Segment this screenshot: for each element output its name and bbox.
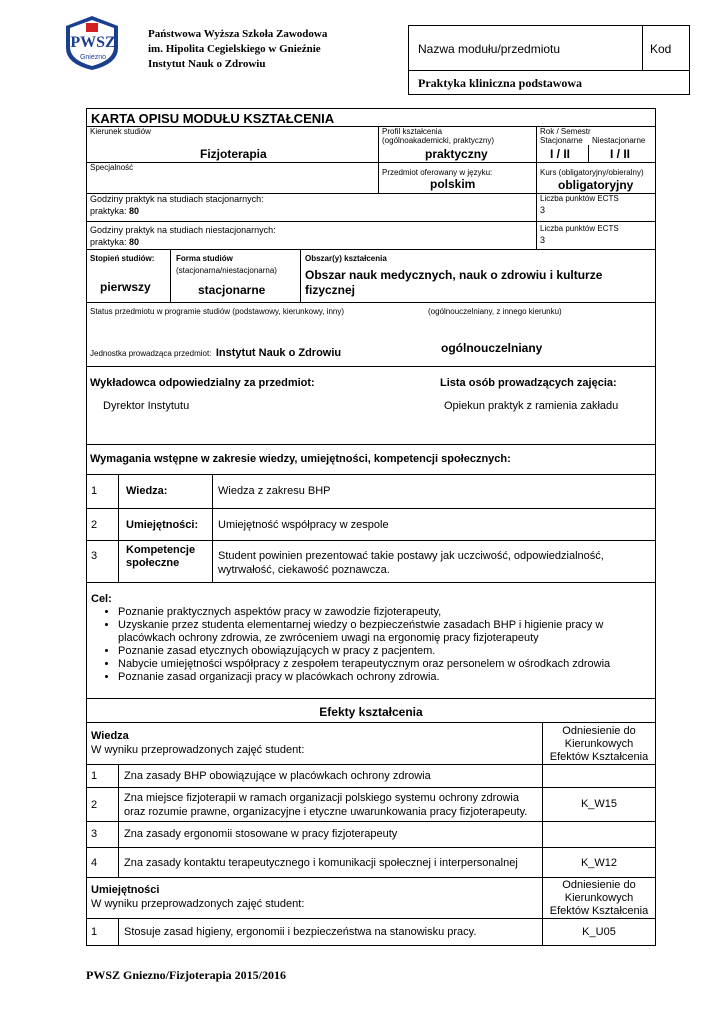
wykladowca-label: Wykładowca odpowiedzialny za przedmiot: bbox=[90, 377, 315, 389]
godz-niestac-value: 80 bbox=[129, 237, 140, 247]
wiedza-odniesienie: Odniesienie do Kierunkowych Efektów Kształcenia bbox=[549, 725, 649, 763]
code-label: Kod bbox=[650, 42, 672, 56]
req-3-text: Student powinien prezentować takie postawy jak uczciwość, odpowiedzialność, wytrwałość, ciekawość poznawcza. bbox=[218, 550, 604, 576]
ects-2-label: Liczba punktów ECTS bbox=[540, 224, 619, 233]
wiedza-4-ref: K_W12 bbox=[580, 857, 618, 869]
ects-2-value: 3 bbox=[540, 235, 546, 245]
cel-item: • Poznanie zasad etycznych obowiązujących w pracy z pacjentem. bbox=[118, 645, 658, 658]
wiedza-4-text: Zna zasady kontaktu terapeutycznego i komunikacji społecznej i interpersonalnej bbox=[124, 857, 518, 869]
godz-niestac-label: Godziny praktyk na studiach niestacjonarnych: bbox=[90, 225, 276, 235]
godz-niestac-line bbox=[90, 237, 139, 247]
wiedza-sub: W wyniku przeprowadzonych zajęć student: bbox=[91, 744, 305, 756]
stacjonarne-label: Stacjonarne bbox=[540, 136, 583, 145]
profil-value: praktyczny bbox=[425, 147, 488, 161]
godz-stac-prefix: praktyka: bbox=[90, 206, 127, 216]
wiedza-label: Wiedza bbox=[91, 730, 129, 742]
niestacjonarne-value: I / II bbox=[610, 147, 631, 161]
cel-item: • Poznanie zasad organizacji pracy w placówkach ochrony zdrowia. bbox=[118, 671, 658, 684]
page-footer: PWSZ Gniezno/Fizjoterapia 2015/2016 bbox=[86, 968, 286, 982]
req-1-num: 1 bbox=[91, 485, 98, 497]
wiedza-4-num: 4 bbox=[91, 857, 98, 869]
logo-text: PWSZ bbox=[70, 34, 116, 51]
req-2-label: Umiejętności: bbox=[126, 519, 199, 531]
req-1-text: Wiedza z zakresu BHP bbox=[218, 485, 331, 497]
umiej-sub: W wyniku przeprowadzonych zajęć student: bbox=[91, 898, 305, 910]
req-2-text: Umiejętność współpracy w zespole bbox=[218, 519, 389, 531]
umiej-1-ref: K_U05 bbox=[582, 926, 616, 938]
jednostka-line bbox=[90, 343, 341, 361]
efekty-title: Efekty kształcenia bbox=[319, 705, 423, 719]
umiej-1-text: Stosuje zasad higieny, ergonomii i bezpieczeństwa na stanowisku pracy. bbox=[124, 926, 477, 938]
logo bbox=[60, 14, 124, 72]
godz-niestac-prefix: praktyka: bbox=[90, 237, 127, 247]
cel-label: Cel: bbox=[91, 593, 112, 605]
wiedza-2-text: Zna miejsce fizjoterapii w ramach organizacji polskiego systemu ochrony zdrowia oraz rozumie prawne, organizacyjne i etyczne uwarunkowania pracy fizjoterapeuty. bbox=[124, 792, 528, 818]
forma-label: Forma studiów bbox=[176, 254, 233, 263]
institution-line-3: Instytut Nauk o Zdrowiu bbox=[148, 58, 266, 70]
institution-name bbox=[148, 27, 327, 72]
kurs-value: obligatoryjny bbox=[558, 178, 634, 192]
godz-stac-label: Godziny praktyk na studiach stacjonarnych: bbox=[90, 194, 264, 204]
wiedza-3-num: 3 bbox=[91, 828, 98, 840]
cel-item: • Nabycie umiejętności współpracy z zespołem terapeutycznym oraz personelem w ośrodkach zdrowia bbox=[118, 658, 658, 671]
umiej-odniesienie: Odniesienie do Kierunkowych Efektów Kształcenia bbox=[549, 879, 649, 917]
stopien-value: pierwszy bbox=[100, 280, 151, 294]
wiedza-1-text: Zna zasady BHP obowiązujące w placówkach ochrony zdrowia bbox=[124, 770, 431, 782]
niestacjonarne-label: Niestacjonarne bbox=[592, 136, 646, 145]
ects-1-value: 3 bbox=[540, 205, 546, 215]
req-2-num: 2 bbox=[91, 519, 98, 531]
stacjonarne-value: I / II bbox=[550, 147, 571, 161]
godz-stac-value: 80 bbox=[129, 206, 140, 216]
institution-line-2: im. Hipolita Cegielskiego w Gnieźnie bbox=[148, 43, 321, 55]
status-label: Status przedmiotu w programie studiów (podstawowy, kierunkowy, inny) bbox=[90, 307, 345, 316]
kierunek-value: Fizjoterapia bbox=[200, 147, 267, 161]
wiedza-2-num: 2 bbox=[91, 799, 98, 811]
obszar-label: Obszar(y) kształcenia bbox=[305, 254, 387, 263]
godz-stac-line bbox=[90, 206, 139, 216]
req-3-num: 3 bbox=[91, 550, 98, 562]
logo-subtext: Gniezno bbox=[79, 54, 107, 61]
cel-list bbox=[78, 606, 658, 684]
rok-label: Rok / Semestr bbox=[540, 127, 591, 136]
wiedza-1-num: 1 bbox=[91, 770, 98, 782]
stopien-label: Stopień studiów: bbox=[90, 254, 155, 263]
req-3-label: Kompetencje społeczne bbox=[126, 544, 196, 569]
jednostka-value: Instytut Nauk o Zdrowiu bbox=[215, 347, 342, 359]
forma-sub: (stacjonarna/niestacjonarna) bbox=[176, 266, 277, 275]
wykladowca-value: Dyrektor Instytutu bbox=[103, 400, 190, 412]
module-name-label: Nazwa modułu/przedmiotu bbox=[418, 42, 561, 56]
profil-label-line-2: (ogólnoakademicki, praktyczny) bbox=[382, 136, 495, 145]
status-label-2: (ogólnouczelniany, z innego kierunku) bbox=[428, 307, 562, 316]
lista-value: Opiekun praktyk z ramienia zakładu bbox=[444, 400, 619, 412]
req-1-label: Wiedza: bbox=[126, 485, 168, 497]
forma-value: stacjonarne bbox=[198, 283, 266, 297]
cel-item: • Uzyskanie przez studenta elementarnej wiedzy o bezpieczeństwie zasadach BHP i higienie pracy w placówkach ochrony zdrowia, ze zwróceniem uwagi na ergonomię pracy fizjoterapeuty bbox=[118, 619, 658, 645]
umiej-1-num: 1 bbox=[91, 926, 98, 938]
ogolno-value: ogólnouczelniany bbox=[441, 341, 543, 355]
profil-label bbox=[382, 127, 494, 145]
jednostka-label: Jednostka prowadząca przedmiot: bbox=[90, 349, 212, 358]
jezyk-value: polskim bbox=[430, 177, 476, 191]
wiedza-3-text: Zna zasady ergonomii stosowane w pracy fizjoterapeuty bbox=[124, 828, 398, 840]
wiedza-2-ref: K_W15 bbox=[580, 798, 618, 810]
lista-label: Lista osób prowadzących zajęcia: bbox=[440, 377, 617, 389]
cel-item: • Poznanie praktycznych aspektów pracy w zawodzie fizjoterapeuty, bbox=[118, 606, 658, 619]
umiej-label: Umiejętności bbox=[91, 884, 160, 896]
kierunek-label: Kierunek studiów bbox=[90, 127, 151, 136]
jezyk-label: Przedmiot oferowany w języku: bbox=[382, 168, 493, 177]
card-title: KARTA OPISU MODUŁU KSZTAŁCENIA bbox=[91, 111, 335, 126]
module-name-value: Praktyka kliniczna podstawowa bbox=[418, 76, 583, 90]
kurs-label: Kurs (obligatoryjny/obieralny) bbox=[540, 168, 644, 177]
specjalnosc-label: Specjalność bbox=[90, 163, 134, 172]
institution-line-1: Państwowa Wyższa Szkoła Zawodowa bbox=[148, 28, 328, 40]
obszar-value: Obszar nauk medycznych, nauk o zdrowiu i kulturze fizycznej bbox=[305, 268, 603, 297]
profil-label-line-1: Profil kształcenia bbox=[382, 127, 443, 136]
ects-1-label: Liczba punktów ECTS bbox=[540, 194, 619, 203]
wymagania-title: Wymagania wstępne w zakresie wiedzy, umiejętności, kompetencji społecznych: bbox=[90, 453, 511, 465]
